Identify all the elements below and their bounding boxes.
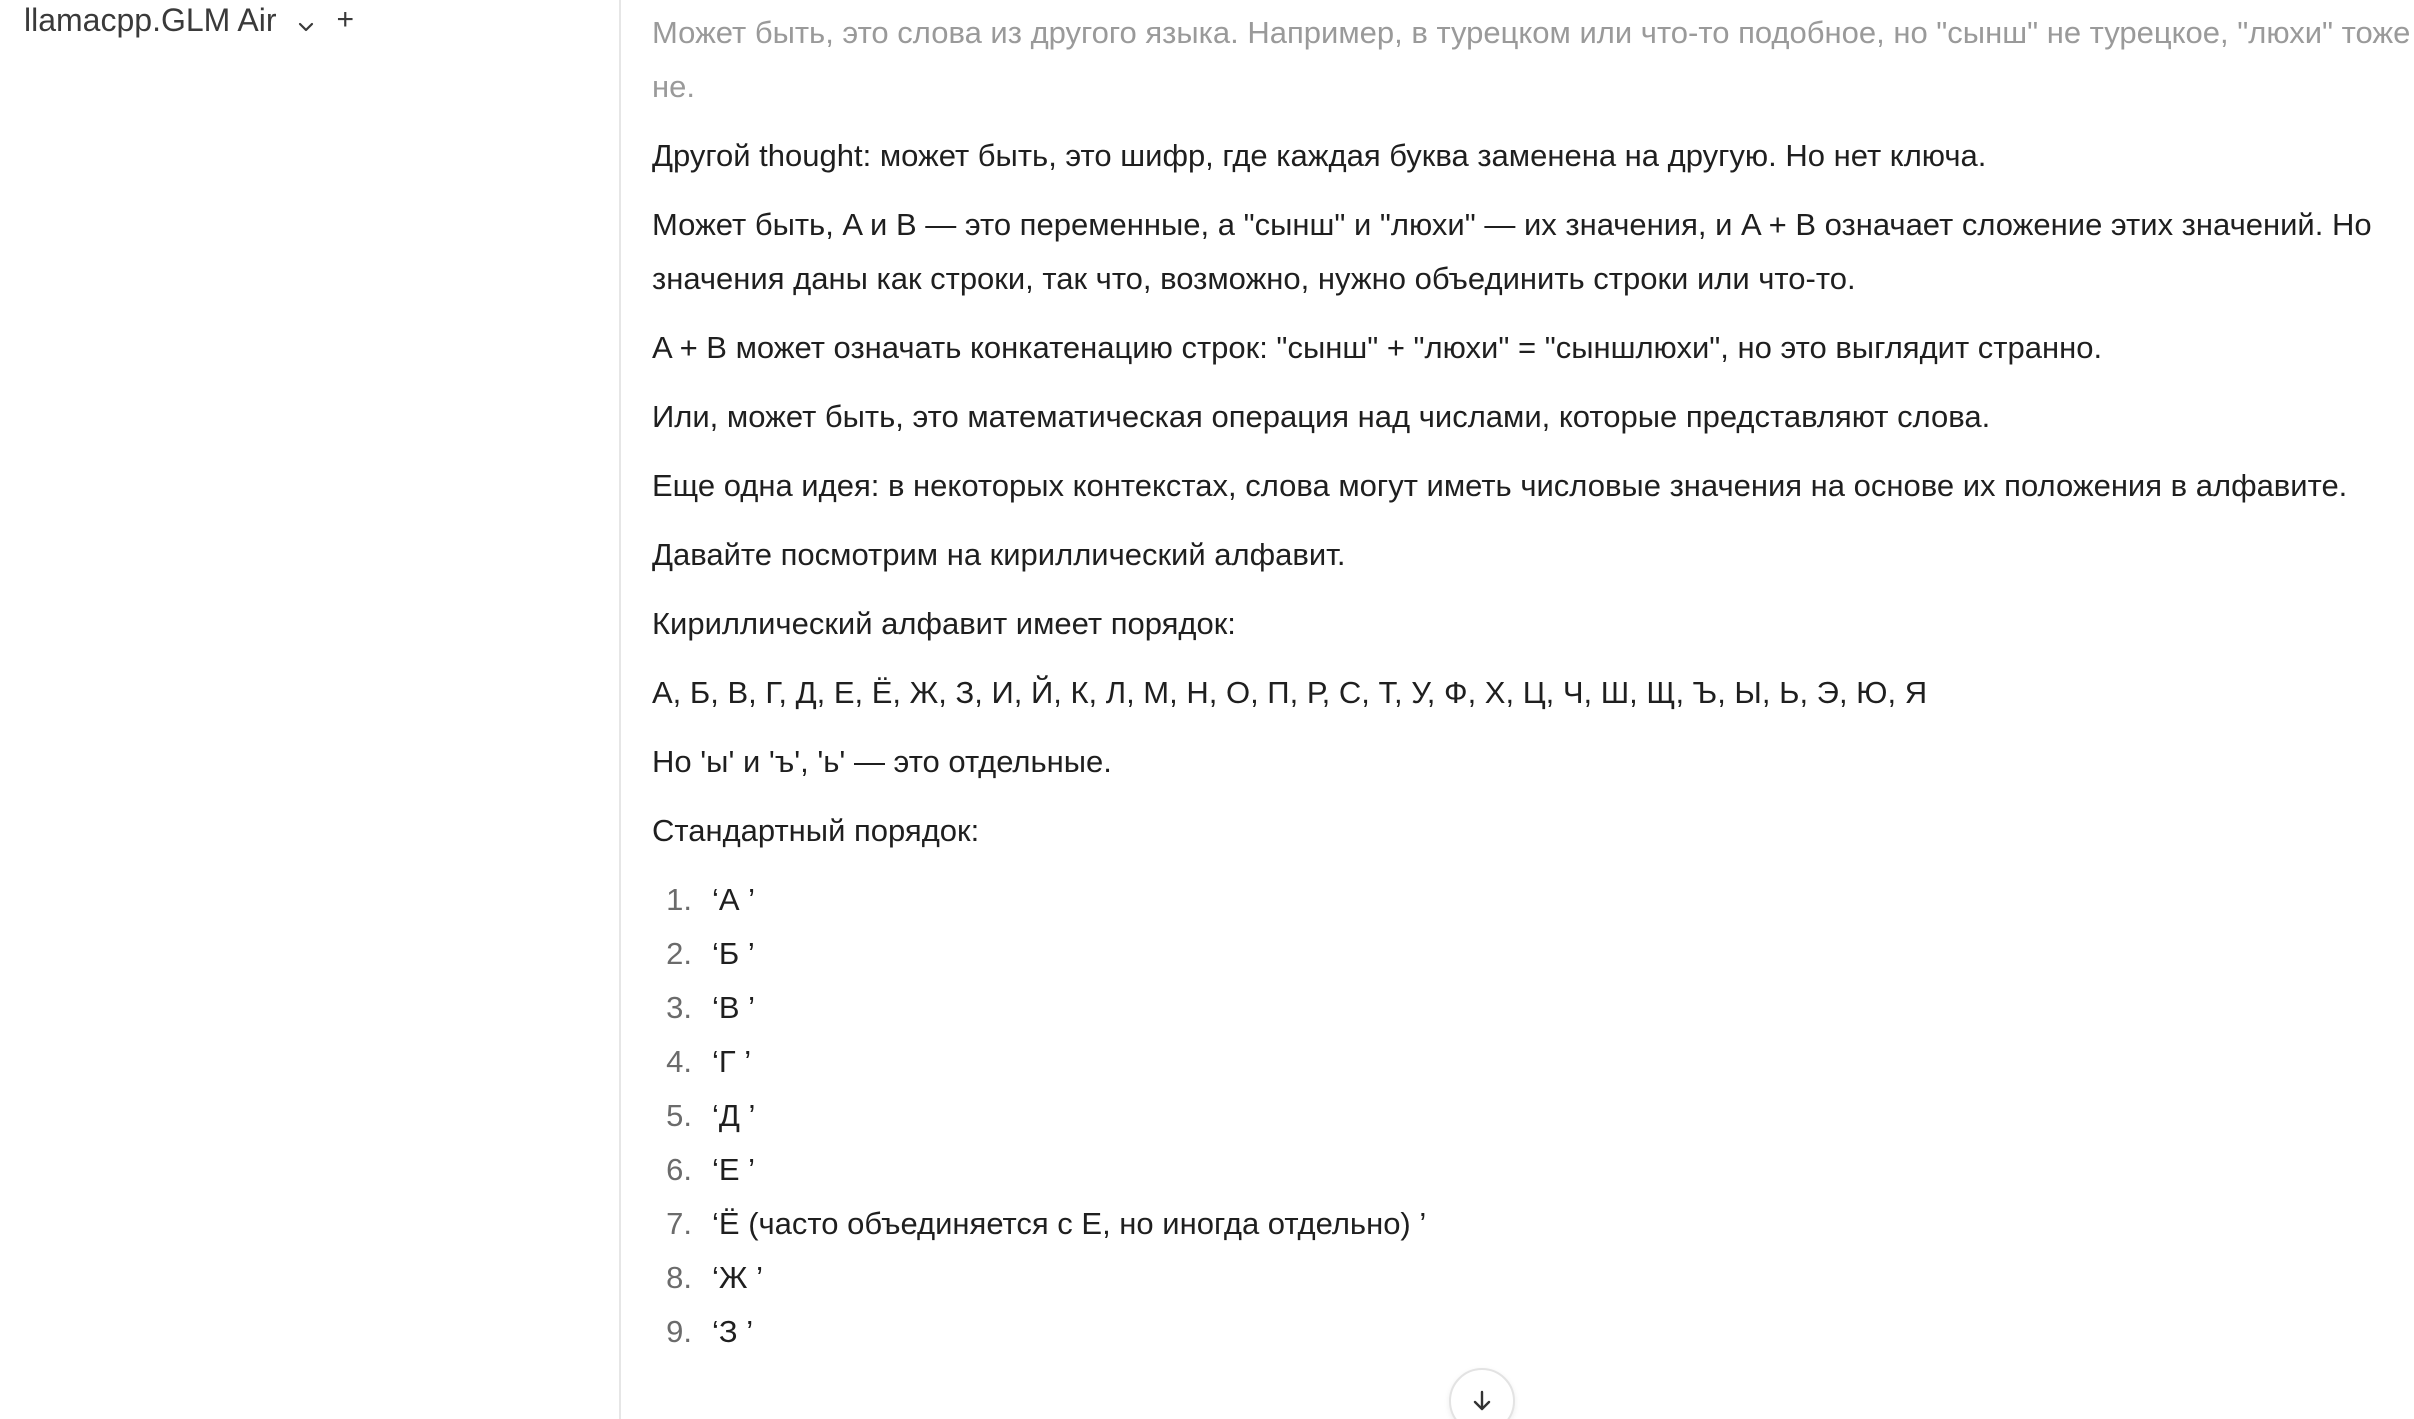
list-number: 2. xyxy=(666,936,692,971)
list-number: 9. xyxy=(666,1314,692,1349)
paragraph: Или, может быть, это математическая операция над числами, которые представляют слова. xyxy=(652,399,1991,434)
list-text: ‘Г ’ xyxy=(712,1044,752,1079)
ordered-list xyxy=(652,873,2414,1359)
message-content xyxy=(652,0,2414,1419)
sidebar-divider xyxy=(619,0,621,1419)
paragraph: Еще одна идея: в некоторых контекстах, слова могут иметь числовые значения на основе их положения в алфавите. xyxy=(652,468,2348,503)
list-number: 1. xyxy=(666,882,692,917)
list-text: ‘А ’ xyxy=(712,882,756,917)
list-item xyxy=(652,981,2414,1035)
paragraph: Давайте посмотрим на кириллический алфавит. xyxy=(652,537,1346,572)
list-number: 7. xyxy=(666,1206,692,1241)
list-item xyxy=(652,1035,2414,1089)
arrow-down-icon xyxy=(1467,1386,1497,1416)
paragraph: Но 'ы' и 'ъ', 'ь' — это отдельные. xyxy=(652,744,1112,779)
list-number: 5. xyxy=(666,1098,692,1133)
alphabet-line: А, Б, В, Г, Д, Е, Ё, Ж, З, И, Й, К, Л, М, Н, О, П, Р, С, Т, У, Ф, Х, Ц, Ч, Ш, Щ, Ъ, Ы, Ь, Э, Ю, Я xyxy=(652,675,1928,710)
list-item xyxy=(652,927,2414,981)
list-item xyxy=(652,1143,2414,1197)
sidebar-header xyxy=(24,0,354,40)
list-item xyxy=(652,1089,2414,1143)
paragraph: Кириллический алфавит имеет порядок: xyxy=(652,606,1236,641)
model-selector[interactable]: llamacpp.GLM Air xyxy=(24,1,277,38)
paragraph: Другой thought: может быть, это шифр, где каждая буква заменена на другую. Но нет ключа. xyxy=(652,138,1987,173)
list-number: 6. xyxy=(666,1152,692,1187)
paragraph: Стандартный порядок: xyxy=(652,813,980,848)
list-text: ‘Б ’ xyxy=(712,936,755,971)
chevron-down-icon[interactable] xyxy=(295,9,317,31)
list-text: ‘З ’ xyxy=(712,1314,754,1349)
list-number: 8. xyxy=(666,1260,692,1295)
list-item xyxy=(652,873,2414,927)
list-item xyxy=(652,1305,2414,1359)
paragraph: Может быть, это слова из другого языка. Например, в турецком или что-то подобное, но "сынш" не турецкое, "люхи" тоже не. xyxy=(652,15,2411,104)
list-text: ‘Ж ’ xyxy=(712,1260,764,1295)
list-number: 4. xyxy=(666,1044,692,1079)
new-chat-button[interactable]: + xyxy=(336,3,355,36)
list-text: ‘Е ’ xyxy=(712,1152,756,1187)
list-text: ‘В ’ xyxy=(712,990,756,1025)
paragraph: Может быть, A и B — это переменные, а "сынш" и "люхи" — их значения, и A + B означает сложение этих значений. Но значения даны как строки, так что, возможно, нужно объединить строки или что-то. xyxy=(652,207,2372,296)
list-item xyxy=(652,1251,2414,1305)
list-item xyxy=(652,1197,2414,1251)
list-text: ‘Д ’ xyxy=(712,1098,756,1133)
list-number: 3. xyxy=(666,990,692,1025)
paragraph: A + B может означать конкатенацию строк: "сынш" + "люхи" = "сыншлюхи", но это выглядит странно. xyxy=(652,330,2103,365)
list-text: ‘Ё (часто объединяется с Е, но иногда отдельно) ’ xyxy=(712,1206,1427,1241)
